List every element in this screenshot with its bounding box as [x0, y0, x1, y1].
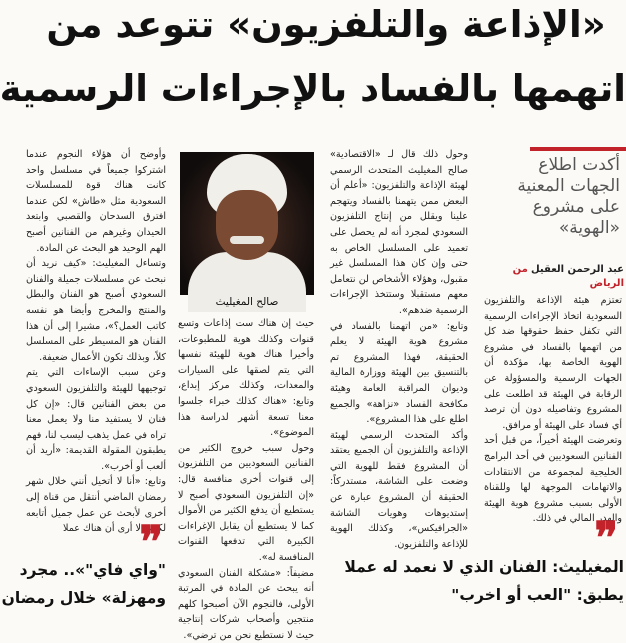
- paragraph: وعن سبب الإساءات التي يتم توجيهها للهيئة والتلفزيون السعودي من بعض الفنانين قال: «إن كل فنان لا يستفيد منا ولا يعمل معنا تراه في عمل يذهب ليسب لنا، فهم يطبقون المقولة القديمة: «أريد أن ألعب أو أخرب».: [26, 365, 166, 474]
- pull-quote-2: [26, 556, 166, 612]
- byline: [484, 263, 624, 291]
- quote-mark-icon: ❞: [139, 528, 163, 558]
- article-column-3: [178, 316, 314, 540]
- subheading-accent-bar: [530, 147, 626, 151]
- headline-line-2: اتهمها بالفساد بالإجراءات الرسمية: [26, 66, 626, 112]
- pull-quote-1-line-2: يطبق: "العب أو اخرب": [334, 581, 624, 609]
- paragraph: وتساءل المغيليث: «كيف نريد أن نبحث عن مسلسلات جميلة والفنان السعودي أصبح هو الفنان والبطل والمنتج والمخرج وأيضا هو نفسه كاتب العمل؟»، مشيرا إلى أن هذا الفنان هو المسيطر على المسلسل كلاً، وبذلك تكون الأعمال ضعيفة.: [26, 256, 166, 365]
- paragraph: وتابع: «من اتهمنا بالفساد في مشروع هوية الهيئة لا يعلم الحقيقة، فهذا المشروع تم بالتنسيق بين الهيئة ووزارة المالية وديوان المراقبة العامة وهيئة مكافحة الفساد «نزاهة» والجميع اطلع على هذا المشروع».: [330, 319, 468, 428]
- byline-location: من الرياض: [513, 264, 624, 289]
- photo-caption: صالح المغيليث: [182, 296, 312, 308]
- paragraph: حيث إن هناك ست إذاعات وتسع قنوات وكذلك هوية للمطبوعات، وأخيرا هناك هوية للهيئة نفسها التي يتم لصقها على السيارات والمعدات، وكذلك مركز إبداع، وتابع: «هناك كذلك خبراء جلسوا معنا تسعة أشهر لدراسة هذا الموضوع».: [178, 316, 314, 441]
- article-column-4: [26, 147, 166, 522]
- paragraph: وحول ذلك قال لـ «الاقتصادية» صالح المغيليث المتحدث الرسمي لهيئة الإذاعة والتلفزيون: «أعلم أن البعض ممن يتهمنا بالفساد ويتهجم علينا ويقلل من إنتاج التلفزيون السعودي لمجرد أنه لم يحصل على تعميد على المسلسل الخاص به حتى وإن كان هذا المسلسل غير مقبول، وهؤلاء الأشخاص لن نتعامل معهم مستقبلا وستتخذ الإجراءات الرسمية ضدهم».: [330, 147, 468, 319]
- paragraph: وأوضح أن هؤلاء النجوم عندما اشتركوا جميعاً في مسلسل واحد كانت هناك قوة للمسلسلات السعودية مثل «طاش» لكن عندما افترق السدحان والقصبي وابتعد الحيدان وغيرهم من الفنانين أصبح الهم الوحيد هو البحث عن المادة.: [26, 147, 166, 256]
- portrait-photo: [180, 152, 314, 295]
- subheading-box: [486, 147, 626, 255]
- pull-quote-1: [334, 553, 624, 609]
- paragraph: وتعرضت الهيئة أخيراً، من قبل أحد الفنانين السعوديين في أحد البرامج الخليجية لمجموعة من الانتقادات والاتهامات الموجهة لها وللقناة الأولى بسبب مشروع هوية الهيئة والهدر المالي في ذلك.: [484, 433, 622, 527]
- pull-quote-1-line-1: المغيليث: الفنان الذي لا نعمد له عملا: [334, 553, 624, 581]
- byline-author: عبد الرحمن العقيل: [531, 264, 624, 275]
- paragraph: وأكد المتحدث الرسمي لهيئة الإذاعة والتلفزيون أن الجميع يعتقد أن المشروع فقط للهوية التي وضعت على الشاشة، مستدركاً: الحقيقة أن المشروع عبارة عن إستديوهات وهويات الشاشة «الجرافيكس»، وكذلك الهوية للإذاعة والتلفزيون.: [330, 428, 468, 553]
- pull-quote-2-line-1: "واي فاي"».. مجرد: [26, 556, 166, 584]
- headline-line-1: «الإذاعة والتلفزيون» تتوعد من: [26, 2, 626, 48]
- photo-face-shape: [216, 190, 278, 260]
- subheading-text: أكدت اطلاع الجهات المعنية على مشروع «الهوية»: [490, 155, 620, 239]
- photo-moustache-shape: [230, 236, 264, 244]
- paragraph: وحول سبب خروج الكثير من الفنانين السعوديين من التلفزيون إلى قنوات أخرى منافسة قال: «إن التلفزيون السعودي أصبح لا يستطيع أن يدفع الكثير من الأموال كما لا يستطيع أن يقابل الإغراءات الكبيرة التي تدفعها القنوات المنافسة له».: [178, 441, 314, 566]
- pull-quote-2-line-2: ومهزلة» خلال رمضان: [26, 584, 166, 612]
- paragraph: مضيفاً: «مشكلة الفنان السعودي أنه يبحث عن المادة في المرتبة الأولى، فالنجوم الآن أصبحوا كلهم منتجين وأصحاب شركات إنتاجية حيث لا نستطيع نحن من ترضي».: [178, 566, 314, 643]
- paragraph: تعتزم هيئة الإذاعة والتلفزيون السعودية اتخاذ الإجراءات الرسمية التي تكفل حفظ حقوقها ضد كل من اتهمها بالفساد في مشروع الهوية الخاصة بها، مؤكدة أن الجهات الرسمية والمسؤولة عن الرقابة في الهيئة قد اطلعت على المشروع وتفاصيله دون أن ترصد أي فساد على الهيئة أو مرافق.: [484, 293, 622, 433]
- article-column-2: [330, 147, 468, 540]
- paragraph: وتابع: «أنا لا أتخيل أنني خلال شهر رمضان الماضي أنتقل من قناة إلى أخرى لأبحث عن عمل جميل أتابعه لكنني لا أرى أن هناك عملا: [26, 474, 166, 536]
- article-column-1: [484, 293, 622, 527]
- quote-mark-icon: ❞: [594, 524, 618, 554]
